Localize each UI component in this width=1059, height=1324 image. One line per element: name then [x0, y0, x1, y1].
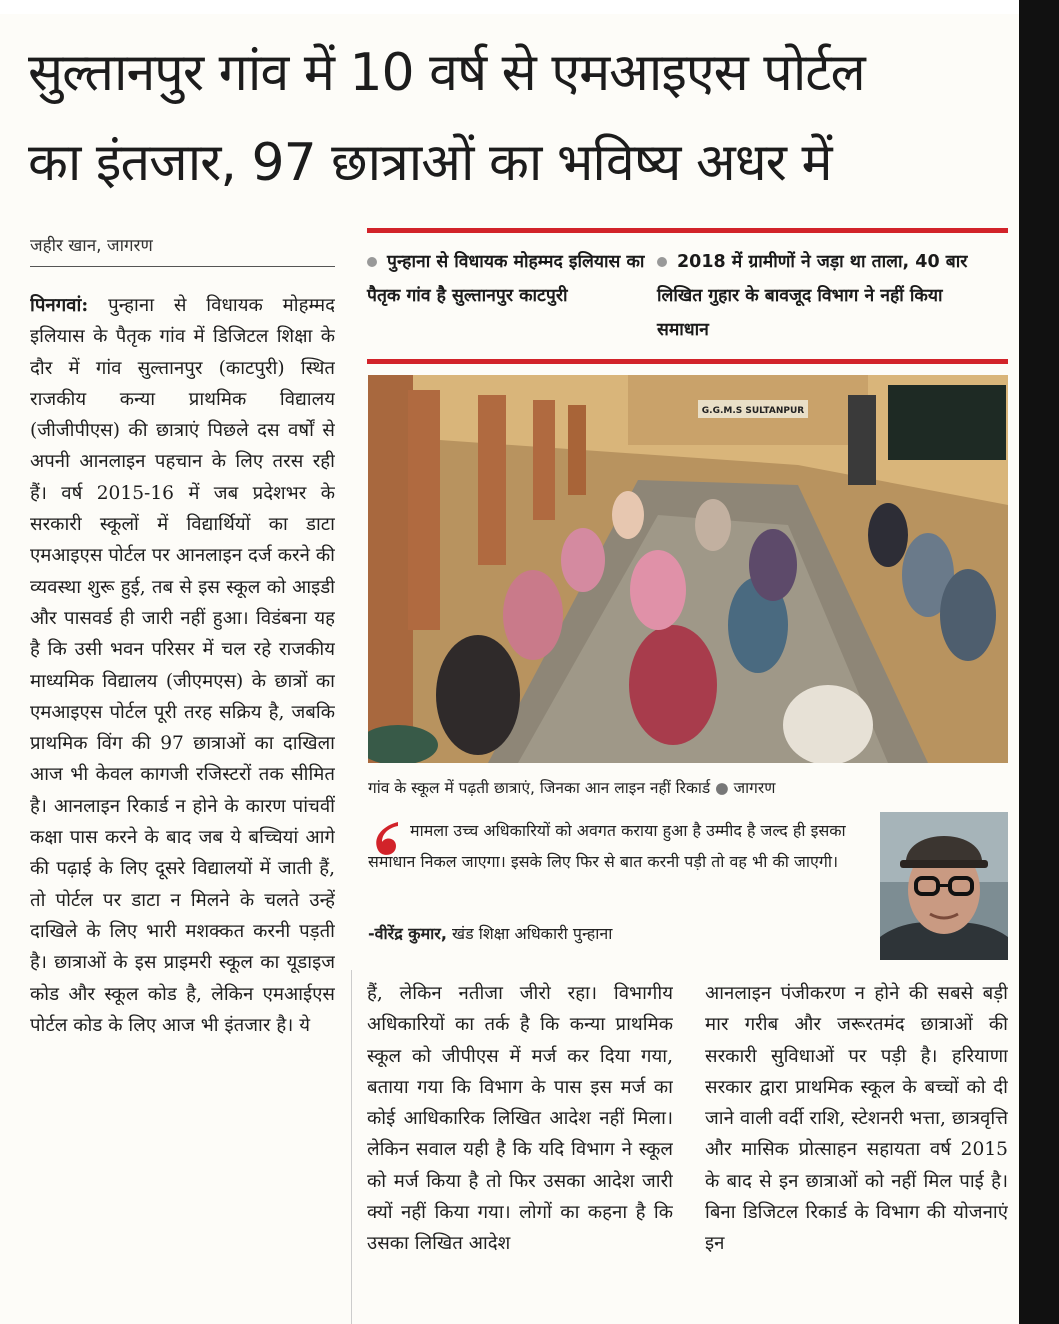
- headline-line-1: सुल्तानपुर गांव में 10 वर्ष से एमआइएस पोर्टल: [28, 43, 865, 103]
- highlight-1-text: पुन्हाना से विधायक मोहम्मद इलियास का पैतृक गांव है सुल्तानपुर काटपुरी: [367, 252, 645, 306]
- quote-title: खंड शिक्षा अधिकारी पुन्हाना: [452, 924, 613, 943]
- quote-name: -वीरेंद्र कुमार,: [368, 924, 447, 943]
- photo-caption: [368, 776, 775, 798]
- official-portrait-image: [880, 812, 1008, 960]
- official-portrait: [880, 812, 1008, 960]
- bullet-icon: [657, 257, 667, 267]
- highlight-bottom-rule: [367, 359, 1008, 364]
- top-strip: [0, 0, 1020, 14]
- dateline: पिनगवां:: [30, 295, 89, 316]
- school-sign: G.G.M.S SULTANPUR: [701, 406, 805, 416]
- highlight-1: [367, 245, 652, 313]
- headline: [28, 28, 1013, 208]
- highlight-2-text: 2018 में ग्रामीणों ने जड़ा था ताला, 40 बार लिखित गुहार के बावजूद विभाग ने नहीं किया समाधान: [657, 252, 968, 340]
- column-separator: [351, 970, 352, 1324]
- bullet-icon: [367, 257, 377, 267]
- highlight-2: [657, 245, 997, 347]
- caption-text: गांव के स्कूल में पढ़ती छात्राएं, जिनका आन लाइन नहीं रिकार्ड: [368, 779, 711, 797]
- caption-separator: ●: [715, 779, 729, 797]
- byline-rule: [30, 266, 335, 267]
- column-1-text: पुन्हाना से विधायक मोहम्मद इलियास के पैतृक गांव में डिजिटल शिक्षा के दौर में गांव सुल्तानपुर (काटपुरी) स्थित राजकीय कन्या प्राथमिक विद्यालय (जीजीपीएस) की छात्राएं पिछले दस वर्षों से अपनी आनलाइन पहचान के लिए तरस रही हैं। वर्ष 2015-16 में जब प्रदेशभर के सरकारी स्कूलों में विद्यार्थियों का डाटा एमआइएस पोर्टल पर आनलाइन दर्ज करने की व्यवस्था शुरू हुई, तब से इस स्कूल को आइडी और पासवर्ड ही जारी नहीं हुआ। विडंबना यह है कि उसी भवन परिसर में चल रहे राजकीय माध्यमिक विद्यालय (जीएमएस) के छात्रों का एमआइएस पोर्टल पूरी तरह सक्रिय है, जबकि प्राथमिक विंग की 97 छात्राओं का दाखिला आज भी केवल कागजी रजिस्टरों तक सीमित है। आनलाइन रिकार्ड न होने के कारण पांचवीं कक्षा पास करने के बाद जब ये बच्चियां आगे की पढ़ाई के लिए दूसरे विद्यालयों में जाती हैं, तो पोर्टल पर डाटा न मिलने के चलते उन्हें दाखिले के लिए भारी मशक्कत करनी पड़ती है। छात्राओं के इस प्राइमरी स्कूल का यूडाइज कोड और स्कूल कोड है, लेकिन एमआईएस पोर्टल कोड के लिए आज भी इंतजार है। ये: [30, 295, 335, 1036]
- classroom-photo: [368, 375, 1008, 763]
- article-column-3: आनलाइन पंजीकरण न होने की सबसे बड़ी मार गरीब और जरूरतमंद छात्राओं की सरकारी सुविधाओं पर पड़ी है। हरियाणा सरकार द्वारा प्राथमिक स्कूल के बच्चों को दी जाने वाली वर्दी राशि, स्टेशनरी भत्ता, छात्रवृत्ति और मासिक प्रोत्साहन सहायता वर्ष 2015 के बाद से इन छात्राओं को नहीं मिल पाई है। बिना डिजिटल रिकार्ड के विभाग की योजनाएं इन: [705, 983, 1008, 1255]
- photo-credit: जागरण: [733, 779, 776, 797]
- headline-line-2: का इंतजार, 97 छात्राओं का भविष्य अधर में: [28, 133, 832, 193]
- article-column-1: [30, 290, 335, 1324]
- byline: जहीर खान, जागरण: [30, 236, 153, 256]
- article-column-2: हैं, लेकिन नतीजा जीरो रहा। विभागीय अधिकारियों का तर्क है कि कन्या प्राथमिक स्कूल को जीपीएस में मर्ज कर दिया गया, बताया गया कि विभाग के पास इस मर्ज का कोई आधिकारिक लिखित आदेश नहीं मिला। लेकिन सवाल यही है कि यदि विभाग ने स्कूल को मर्ज किया है तो फिर उसका आदेश जारी क्यों नहीं किया गया। लोगों का कहना है कि उसका लिखित आदेश: [367, 983, 673, 1255]
- quote-attribution: [368, 922, 612, 944]
- highlight-top-rule: [367, 228, 1008, 233]
- classroom-photo-image: [368, 375, 1008, 763]
- page-edge-band: [1019, 0, 1059, 1324]
- quote-text: मामला उच्च अधिकारियों को अवगत कराया हुआ है उम्मीद है जल्द ही इसका समाधान निकल जाएगा। इसके लिए फिर से बात करनी पड़ी तो वह भी की जाएगी।: [368, 821, 846, 871]
